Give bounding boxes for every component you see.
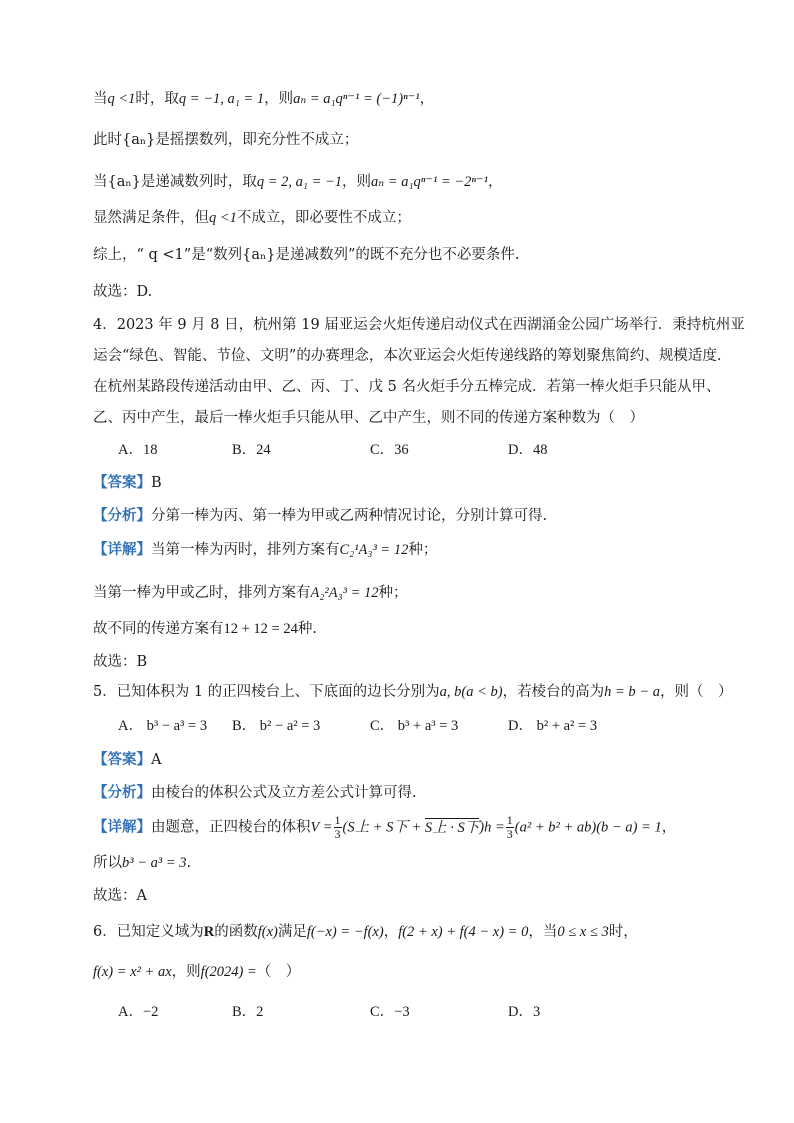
math-expr: V = bbox=[310, 819, 333, 836]
text-line bbox=[93, 172, 502, 192]
analysis-tag: 【分析】 bbox=[93, 784, 151, 801]
math-expr: A₂²A₃³ = 12 bbox=[310, 585, 379, 601]
text-line: 故选：D. bbox=[93, 284, 153, 300]
text: . bbox=[186, 855, 192, 871]
text: 不成立，即必要性不成立； bbox=[236, 210, 411, 226]
option-b: B．2 bbox=[232, 1004, 264, 1020]
text: 显然满足条件，但 bbox=[93, 210, 209, 226]
math-expr: C₂¹A₃³ = 12 bbox=[339, 542, 409, 558]
text: 种； bbox=[408, 542, 438, 558]
answer-line bbox=[93, 473, 162, 493]
option-b: B． b² − a² = 3 bbox=[232, 718, 321, 734]
text: 种. bbox=[297, 621, 317, 637]
option-a: A．18 bbox=[118, 442, 158, 458]
option-c: C．−3 bbox=[370, 1004, 410, 1020]
option-a: A．−2 bbox=[118, 1004, 159, 1020]
math-expr: f(2 + x) + f(4 − x) = 0 bbox=[398, 924, 529, 940]
answer-value: B bbox=[151, 475, 162, 491]
answer-tag: 【答案】 bbox=[93, 474, 151, 491]
math-expr: q <1 bbox=[107, 91, 136, 107]
detail-line bbox=[93, 853, 191, 873]
text: ， bbox=[487, 174, 503, 190]
math-expr: q = −1, a₁ = 1 bbox=[178, 91, 265, 107]
option-c: C． b³ + a³ = 3 bbox=[370, 718, 459, 734]
text: ，则（ ） bbox=[659, 684, 733, 700]
option-d: D．3 bbox=[508, 1004, 541, 1020]
math-expr: f(x) bbox=[257, 924, 278, 940]
text: 种； bbox=[378, 585, 408, 601]
text: ，则 bbox=[171, 964, 201, 980]
text-line: 综上，“ q <1”是“数列{aₙ}是递减数列”的既不充分也不必要条件. bbox=[93, 247, 520, 263]
option-d: D．48 bbox=[508, 442, 548, 458]
text: 所以 bbox=[93, 855, 122, 871]
analysis-tag: 【分析】 bbox=[93, 507, 151, 524]
math-expr: 0 ≤ x ≤ 3 bbox=[557, 924, 609, 940]
answer-line bbox=[93, 750, 161, 770]
text: 当 bbox=[93, 91, 108, 107]
detail-line bbox=[93, 619, 317, 639]
math-expr: (a² + b² + ab)(b − a) = 1 bbox=[514, 819, 662, 836]
fraction bbox=[506, 814, 514, 841]
question-4-line: 在杭州某路段传递活动由甲、乙、丙、丁、戊 5 名火炬手分五棒完成．若第一棒火炬手只能从甲、 bbox=[93, 379, 721, 395]
choose-line: 故选：B bbox=[93, 654, 148, 670]
text: 当{aₙ}是递减数列时，取 bbox=[93, 174, 257, 190]
option-d: D． b² + a² = 3 bbox=[508, 718, 598, 734]
text: ， bbox=[383, 924, 399, 940]
detail-tag: 【详解】 bbox=[93, 541, 151, 558]
text: 6．已知定义域为 bbox=[93, 924, 204, 940]
detail-line bbox=[93, 540, 437, 560]
math-expr: f(2024) = bbox=[200, 964, 257, 980]
question-6-line bbox=[93, 962, 300, 982]
detail-line bbox=[93, 814, 676, 841]
choose-line: 故选：A bbox=[93, 888, 147, 904]
text: 5．已知体积为 1 的正四棱台上、下底面的边长分别为 bbox=[93, 684, 440, 700]
text-line bbox=[93, 89, 434, 109]
analysis-text: 由棱台的体积公式及立方差公式计算可得. bbox=[151, 785, 417, 801]
text: 故不同的传递方案有 bbox=[93, 621, 224, 637]
text: ，则 bbox=[264, 91, 294, 107]
math-expr: )h = bbox=[479, 819, 505, 836]
question-6-line bbox=[93, 922, 638, 942]
math-expr: aₙ = a₁qⁿ⁻¹ = (−1)ⁿ⁻¹ bbox=[293, 91, 420, 107]
math-expr: aₙ = a₁qⁿ⁻¹ = −2ⁿ⁻¹ bbox=[371, 174, 488, 190]
option-c: C．36 bbox=[370, 442, 409, 458]
text: ，若棱台的高为 bbox=[502, 684, 605, 700]
detail-line bbox=[93, 583, 408, 603]
math-expr: q = 2, a₁ = −1 bbox=[256, 174, 343, 190]
text: 的函数 bbox=[214, 924, 258, 940]
math-expr: h = b − a bbox=[604, 684, 660, 700]
option-b: B．24 bbox=[232, 442, 271, 458]
option-a: A． b³ − a³ = 3 bbox=[118, 718, 208, 734]
text: ，当 bbox=[528, 924, 558, 940]
math-expr: (S上 + S下 + bbox=[342, 819, 425, 836]
sqrt-expr: S上 · S下 bbox=[424, 819, 480, 836]
text: （ ） bbox=[256, 964, 301, 980]
text-line: 此时{aₙ}是摇摆数列，即充分性不成立； bbox=[93, 132, 359, 148]
math-expr: f(x) = x² + ax bbox=[93, 964, 172, 980]
text: 时，取 bbox=[135, 91, 179, 107]
math-expr: f(−x) = −f(x) bbox=[306, 924, 384, 940]
question-4-line: 运会“绿色、智能、节俭、文明”的办赛理念，本次亚运会火炬传递线路的筹划聚焦简约、规模适度． bbox=[93, 348, 732, 364]
text-line bbox=[93, 208, 411, 228]
analysis-line bbox=[93, 506, 547, 526]
math-expr: q <1 bbox=[209, 210, 237, 226]
text: 满足 bbox=[277, 924, 307, 940]
text: ， bbox=[661, 819, 677, 836]
fraction-denominator: 3 bbox=[506, 827, 513, 841]
math-expr: b³ − a³ = 3 bbox=[122, 855, 187, 871]
fraction-denominator: 3 bbox=[334, 827, 341, 841]
fraction-numerator: 1 bbox=[334, 813, 341, 827]
answer-tag: 【答案】 bbox=[93, 751, 151, 768]
math-expr: 12 + 12 = 24 bbox=[223, 621, 298, 637]
fraction-numerator: 1 bbox=[506, 813, 513, 827]
question-5-line bbox=[93, 682, 732, 702]
detail-tag: 【详解】 bbox=[93, 818, 151, 836]
text: 当第一棒为丙时，排列方案有 bbox=[151, 542, 340, 558]
analysis-line bbox=[93, 783, 417, 803]
question-4-line: 4．2023 年 9 月 8 日，杭州第 19 届亚运会火炬传递启动仪式在西湖涌金公园广场举行．秉持杭州亚 bbox=[93, 317, 745, 333]
math-expr: a, b(a < b) bbox=[439, 684, 503, 700]
question-4-line: 乙、丙中产生，最后一棒火炬手只能从甲、乙中产生，则不同的传递方案种数为（ ） bbox=[93, 410, 644, 426]
text: ， bbox=[419, 91, 435, 107]
text: 时， bbox=[608, 924, 638, 940]
math-expr: R bbox=[203, 924, 215, 940]
text: ，则 bbox=[342, 174, 372, 190]
answer-value: A bbox=[151, 752, 162, 768]
text: 当第一棒为甲或乙时，排列方案有 bbox=[93, 585, 311, 601]
fraction bbox=[334, 814, 342, 841]
analysis-text: 分第一棒为丙、第一棒为甲或乙两种情况讨论，分别计算可得. bbox=[151, 508, 548, 524]
text: 由题意，正四棱台的体积 bbox=[151, 819, 311, 836]
